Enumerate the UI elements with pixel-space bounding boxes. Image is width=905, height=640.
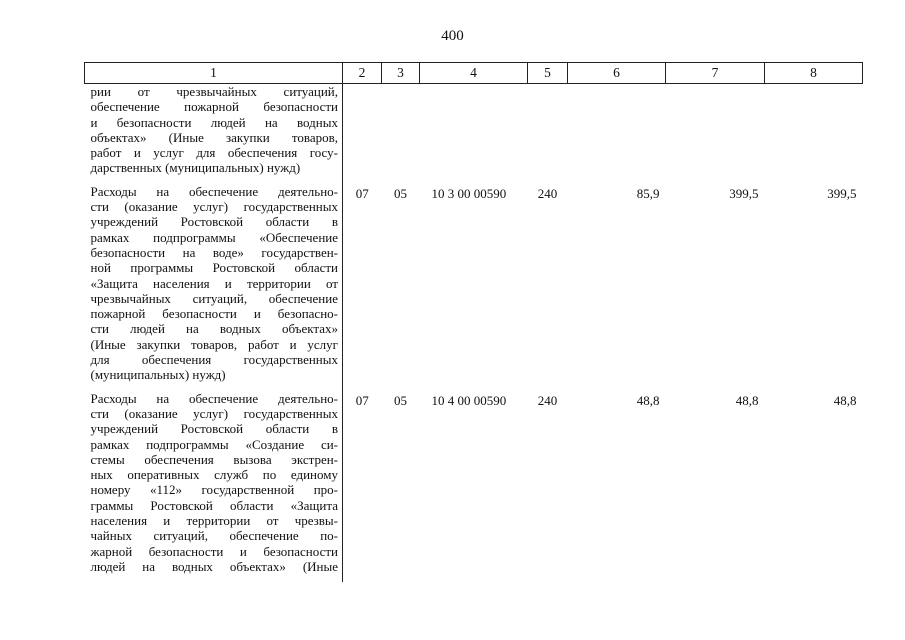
description-line: безопасности на воде» государствен- (90, 244, 338, 260)
description-line: работ и услуг для обеспечения госу- (90, 145, 338, 161)
cell-value-col7 (666, 84, 765, 184)
description-line: жарной безопасности и безопасности (90, 543, 338, 559)
description-line: чайных ситуаций, обеспечение по- (90, 528, 338, 544)
cell-value-col8: 399,5 (827, 185, 857, 201)
cell-csr (420, 84, 528, 184)
cell-value-col8 (765, 84, 863, 184)
description-line: сти людей на водных объектах» (90, 321, 338, 337)
description-line: рии от чрезвычайных ситуаций, (90, 84, 338, 99)
column-header: 3 (382, 63, 420, 84)
description-line: рамках подпрограммы «Создание си- (90, 436, 338, 452)
table-body (85, 84, 863, 583)
description-line: стемы обеспечения вызова экстрен- (90, 451, 338, 467)
cell-rz (343, 84, 382, 184)
cell-rz: 07 (355, 185, 369, 201)
description-line: людей на водных объектах» (Иные (90, 558, 338, 574)
description-line: Расходы на обеспечение деятельно- (90, 390, 338, 406)
table-row (85, 391, 863, 583)
description-line: учреждений Ростовской области в (90, 214, 338, 230)
description-line: чрезвычайных ситуаций, обеспечение (90, 290, 338, 306)
description-line: номеру «112» государственной про- (90, 482, 338, 498)
column-header: 7 (666, 63, 765, 84)
cell-pr: 05 (394, 392, 407, 408)
description-line: ной программы Ростовской области (90, 260, 338, 276)
table-row (85, 184, 863, 391)
row-description (85, 84, 343, 184)
description-line: для обеспечения государственных (90, 352, 338, 368)
description-line: дарственных (муниципальных) нужд) (90, 160, 301, 176)
column-header: 1 (85, 63, 343, 84)
description-line: учреждений Ростовской области в (90, 421, 338, 437)
cell-value-col6: 48,8 (636, 392, 660, 408)
description-line: объектах» (Иные закупки товаров, (90, 129, 338, 145)
column-header: 8 (765, 63, 863, 84)
description-line: населения и территории от чрезвы- (90, 513, 338, 529)
column-header: 5 (528, 63, 568, 84)
description-line: сти (оказание услуг) государственных (90, 199, 338, 215)
column-header: 6 (568, 63, 666, 84)
description-line: рамках подпрограммы «Обеспечение (90, 229, 338, 245)
cell-rz: 07 (355, 392, 369, 408)
description-line: пожарной безопасности и безопасно- (90, 306, 338, 322)
cell-vr: 240 (537, 392, 558, 408)
description-line: сти (оказание услуг) государственных (90, 405, 338, 421)
column-header: 4 (420, 63, 528, 84)
cell-value-col6: 85,9 (636, 185, 660, 201)
cell-value-col8: 48,8 (833, 392, 857, 408)
cell-csr: 10 4 00 00590 (431, 392, 507, 408)
table-header-row (85, 63, 863, 84)
column-header: 2 (343, 63, 382, 84)
table-row (85, 84, 863, 184)
cell-pr (382, 84, 420, 184)
description-line: Расходы на обеспечение деятельно- (90, 183, 338, 199)
cell-value-col7: 399,5 (729, 185, 759, 201)
description-line: (муниципальных) нужд) (90, 367, 226, 383)
cell-csr: 10 3 00 00590 (431, 185, 507, 201)
cell-value-col6 (568, 84, 666, 184)
description-line: (Иные закупки товаров, работ и услуг (90, 336, 338, 352)
cell-vr: 240 (537, 185, 558, 201)
cell-vr (528, 84, 568, 184)
description-line: ных оперативных служб по единому (90, 467, 338, 483)
description-line: «Защита населения и территории от (90, 275, 338, 291)
description-line: граммы Ростовской области «Защита (90, 497, 338, 513)
page-number: 400 (441, 28, 464, 44)
description-line: обеспечение пожарной безопасности (90, 99, 338, 115)
description-line: и безопасности людей на водных (90, 114, 338, 130)
cell-value-col7: 48,8 (735, 392, 759, 408)
row-description (85, 184, 343, 391)
row-description (85, 391, 343, 583)
cell-pr: 05 (394, 185, 407, 201)
budget-table (84, 62, 863, 582)
